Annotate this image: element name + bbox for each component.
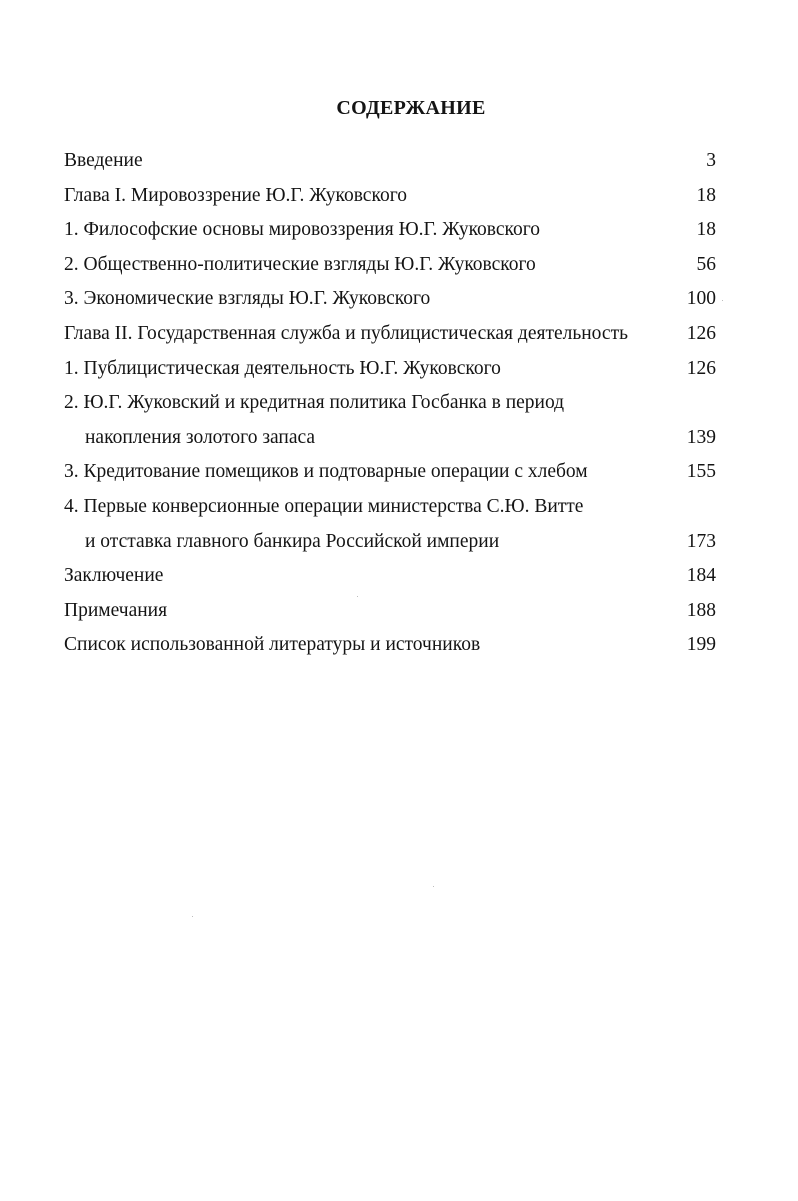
toc-entry-page: 173 <box>686 530 716 552</box>
toc-entry <box>64 386 716 421</box>
toc-entry-page: 126 <box>686 322 716 344</box>
toc-entry-label: 2. Общественно-политические взгляды Ю.Г. Жуковского <box>64 253 536 275</box>
scan-speck <box>433 886 434 887</box>
toc-entry-page: 139 <box>686 426 716 448</box>
scan-speck <box>722 300 723 301</box>
toc-entry-label: 3. Кредитование помещиков и подтоварные операции с хлебом <box>64 461 588 483</box>
toc-entry <box>64 282 716 317</box>
toc-entry-label: 3. Экономические взгляды Ю.Г. Жуковского <box>64 288 431 310</box>
toc-entry-label: 4. Первые конверсионные операции министерства С.Ю. Витте <box>64 495 584 517</box>
toc-entry-page: 18 <box>696 184 716 206</box>
toc-entry-label: 2. Ю.Г. Жуковский и кредитная политика Госбанка в период <box>64 392 565 414</box>
toc-entry <box>64 594 716 629</box>
toc-entry-label: накопления золотого запаса <box>85 426 316 448</box>
toc-entry-page: 155 <box>686 461 716 483</box>
scan-speck <box>192 916 193 917</box>
toc-entry-page: 184 <box>686 565 716 587</box>
toc-entry-label: 1. Публицистическая деятельность Ю.Г. Жуковского <box>64 357 501 379</box>
toc-entry-label: Глава I. Мировоззрение Ю.Г. Жуковского <box>64 184 407 206</box>
toc-entry-label: Введение <box>64 150 143 171</box>
toc-entry-label: Примечания <box>64 599 168 621</box>
toc-entry <box>64 559 716 594</box>
toc-entry-label: Список использованной литературы и источников <box>64 634 481 656</box>
toc-entry-page: 100 <box>686 288 716 310</box>
toc-entry-continuation <box>64 421 716 456</box>
toc-entry-label: и отставка главного банкира Российской империи <box>85 530 500 552</box>
toc-entry-page: 18 <box>696 219 716 241</box>
toc-entry-label: Глава II. Государственная служба и публицистическая деятельность <box>64 322 628 344</box>
toc-entry <box>64 317 716 352</box>
toc-entry-page: 188 <box>686 599 716 621</box>
toc-entry-label: 1. Философские основы мировоззрения Ю.Г. Жуковского <box>64 219 541 241</box>
toc-entry <box>64 213 716 248</box>
toc-entry-continuation <box>64 525 716 560</box>
toc-entry <box>64 490 716 525</box>
toc-entry-page: 56 <box>696 253 716 275</box>
scan-speck <box>357 596 358 597</box>
toc-entry-page: 126 <box>686 357 716 379</box>
toc-entry <box>64 179 716 214</box>
toc-title: СОДЕРЖАНИЕ <box>336 97 486 119</box>
table-of-contents <box>64 144 716 663</box>
toc-entry-page: 199 <box>686 634 716 656</box>
toc-entry <box>64 144 716 179</box>
toc-entry <box>64 352 716 387</box>
toc-entry-label: Заключение <box>64 565 164 587</box>
toc-entry-page: 3 <box>706 150 716 171</box>
toc-entry <box>64 628 716 663</box>
toc-entry <box>64 455 716 490</box>
toc-entry <box>64 248 716 283</box>
